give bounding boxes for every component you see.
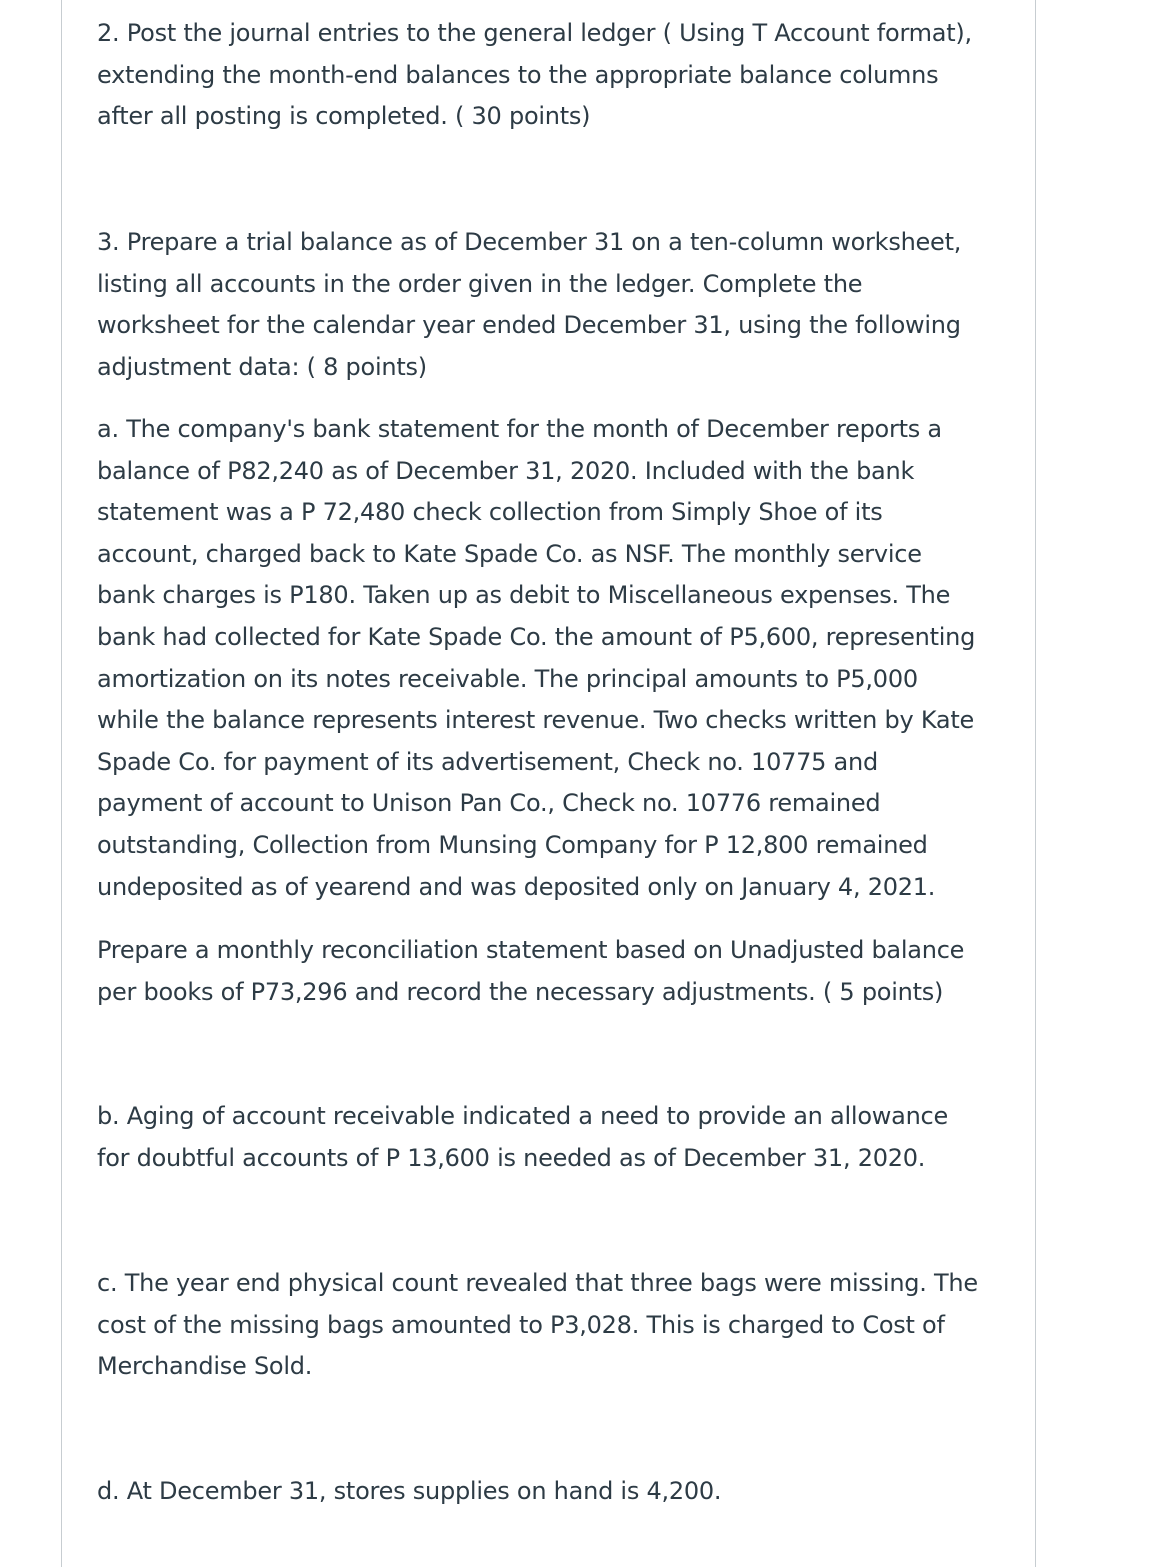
adjustment-d-text: d. At December 31, stores supplies on hand is 4,200. <box>97 1477 722 1505</box>
adjustment-c-text: c. The year end physical count revealed that three bags were missing. The cost of the missing bags amounted to P3,028. This is charged to Cost of Merchandise Sold. <box>97 1269 978 1381</box>
adjustment-a-text: a. The company's bank statement for the month of December reports a balance of P82,240 as of December 31, 2020. Included with the bank statement was a P 72,480 check collection from Simply Shoe of its account, charged back to Kate Spade Co. as NSF. The monthly service bank charges is P180. Taken up as debit to Miscellaneous expenses. The bank had collected for Kate Spade Co. the amount of P5,600, representing amortization on its notes receivable. The principal amounts to P5,000 while the balance represents interest revenue. Two checks written by Kate Spade Co. for payment of its advertisement, Check no. 10775 and payment of account to Unison Pan Co., Check no. 10776 remained outstanding, Collection from Munsing Company for P 12,800 remained undeposited as of yearend and was deposited only on January 4, 2021. <box>97 415 976 901</box>
question-2-text: 2. Post the journal entries to the general ledger ( Using T Account format), extending the month-end balances to the appropriate balance columns after all posting is completed. ( 30 points) <box>97 19 972 131</box>
question-3-text: 3. Prepare a trial balance as of December 31 on a ten-column worksheet, listing all accounts in the order given in the ledger. Complete the worksheet for the calendar year ended December 31, using the following adjustment data: ( 8 points) <box>97 228 962 381</box>
reconciliation-instruction-text: Prepare a monthly reconciliation statement based on Unadjusted balance per books of P73,296 and record the necessary adjustments. ( 5 points) <box>97 936 965 1006</box>
adjustment-b-text: b. Aging of account receivable indicated a need to provide an allowance for doubtful accounts of P 13,600 is needed as of December 31, 2020. <box>97 1102 949 1172</box>
